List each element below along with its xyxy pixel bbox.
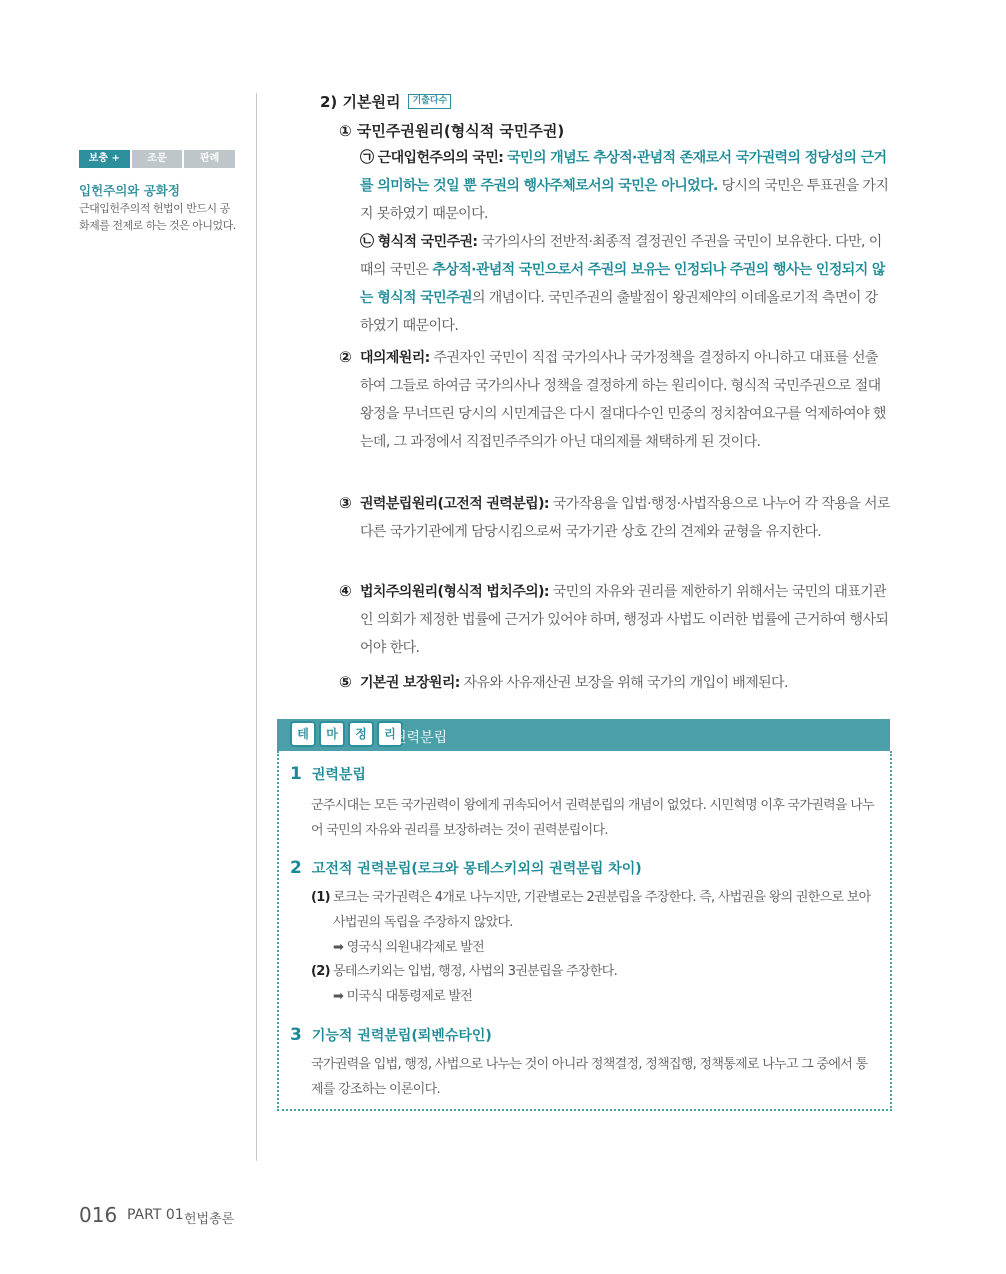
section-title-text: 2) 기본원리 <box>320 93 401 111</box>
theme-heading-1-text: 권력분립 <box>311 767 366 783</box>
theme-item-2-number <box>311 959 335 984</box>
theme-key-2: 마 <box>319 721 345 747</box>
theme-key-1: 테 <box>290 721 316 747</box>
sidebar-text: 근대입헌주의적 헌법이 반드시 공화제를 전제로 하는 것은 아니었다. <box>79 202 236 232</box>
paragraph-formal-sovereignty <box>360 228 890 340</box>
item-2-number: ② <box>339 348 352 366</box>
para-a-highlight: 국민의 개념도 추상적·관념적 존재로서 국가권력의 정당성의 근거를 의미하는 것일 뿐 주권의 행사주체로서의 국민은 아니었다. <box>360 150 887 194</box>
para-b-text1: 국가의사의 전반적·최종적 결정권인 주권을 국민이 보유한다. 다만, 이때의 국민은 <box>360 234 882 278</box>
theme-key-3: 정 <box>348 721 374 747</box>
para-b-highlight: 추상적·관념적 국민으로서 주권의 보유는 인정되나 주권의 행사는 인정되지 않는 형식적 국민주권 <box>360 262 885 306</box>
theme-item-1-number <box>311 885 335 910</box>
column-divider <box>256 93 257 1161</box>
p4-label: 법치주의원리(형식적 법치주의): <box>360 584 549 600</box>
theme-heading-2-number: 2 <box>290 858 302 878</box>
section-title <box>320 91 451 112</box>
theme-key-4: 리 <box>377 721 403 747</box>
para-a-label: ㉠ 근대입헌주의의 국민: <box>360 150 504 166</box>
p3-text: 국가작용을 입법·행정·사법작용으로 나누어 각 작용을 서로 다른 국가기관에게 담당시킴으로써 국가기관 상호 간의 견제와 균형을 유지한다. <box>360 496 890 540</box>
footer-chapter: 헌법총론 <box>184 1212 235 1227</box>
p5-label: 기본권 보장원리: <box>360 675 460 691</box>
theme-text-3: 국가권력을 입법, 행정, 사법으로 나누는 것이 아니라 정책결정, 정책집행, 정책통제로 나누고 그 중에서 통제를 강조하는 이론이다. <box>311 1057 868 1097</box>
p2-label: 대의제원리: <box>360 350 430 366</box>
p3-label: 권력분립원리(고전적 권력분립): <box>360 496 549 512</box>
item-5-number: ⑤ <box>339 673 352 691</box>
theme-heading-2-text: 고전적 권력분립(로크와 몽테스키외의 권력분립 차이) <box>311 861 642 877</box>
tab-article[interactable]: 조문 <box>132 150 183 168</box>
theme-heading-1 <box>290 764 366 784</box>
paragraph-representative <box>360 344 890 456</box>
item-2-num: (2) <box>311 964 330 979</box>
p2-text: 주권자인 국민이 직접 국가의사나 국가정책을 결정하지 아니하고 대표를 선출하여 그들로 하여금 국가의사나 정책을 결정하게 하는 원리이다. 형식적 국민주권으로 절대왕정을 무너뜨린 당시의 시민계급은 다시 절대다수인 민중의 정치참여요구를 억제하여야 했는데, 그 과정에서 직접민주주의가 아닌 대의제를 채택하게 된 것이다. <box>360 350 886 450</box>
paragraph-modern-constitutional-people <box>360 144 890 228</box>
theme-heading-3-text: 기능적 권력분립(뢰벤슈타인) <box>311 1028 492 1044</box>
sidebar-tabs <box>79 150 235 168</box>
frequent-exam-badge: 기출다수 <box>408 94 451 109</box>
para-b-label: ㉡ 형식적 국민주권: <box>360 234 478 250</box>
theme-keys <box>290 721 406 747</box>
paragraph-rule-of-law <box>360 578 890 662</box>
theme-item-1-text: 로크는 국가권력은 4개로 나누지만, 기관별로는 2권분립을 주장한다. 즉, 사법권을 왕의 권한으로 보아 사법권의 독립을 주장하지 않았다. <box>333 890 871 930</box>
p5-text: 자유와 사유재산권 보장을 위해 국가의 개입이 배제된다. <box>463 675 788 691</box>
item-1-num: (1) <box>311 890 330 905</box>
para-a-rest: 당시의 국민은 투표권을 가지지 못하였기 때문이다. <box>360 178 889 222</box>
theme-heading-2 <box>290 858 642 878</box>
theme-item-1-arrow: ➡ 영국식 의원내각제로 발전 <box>333 940 484 955</box>
item-3-number: ③ <box>339 494 352 512</box>
tab-supplement[interactable]: 보충 + <box>79 150 130 168</box>
page-number: 016 <box>79 1203 118 1227</box>
tab-precedent[interactable]: 판례 <box>184 150 235 168</box>
theme-item-2-arrow: ➡ 미국식 대통령제로 발전 <box>333 989 473 1004</box>
theme-text-1: 군주시대는 모든 국가권력이 왕에게 귀속되어서 권력분립의 개념이 없었다. 시민혁명 이후 국가권력을 나누어 국민의 자유와 권리를 보장하려는 것이 권력분립이다. <box>311 798 874 838</box>
footer-part: PART 01 <box>127 1207 184 1223</box>
theme-heading-1-number: 1 <box>290 764 302 784</box>
subsection-popular-sovereignty: ① 국민주권원리(형식적 국민주권) <box>339 122 565 140</box>
sidebar-title: 입헌주의와 공화정 <box>79 183 180 198</box>
theme-heading-3-number: 3 <box>290 1025 302 1045</box>
p4-text: 국민의 자유와 권리를 제한하기 위해서는 국민의 대표기관인 의회가 제정한 법률에 근거가 있어야 하며, 행정과 사법도 이러한 법률에 근거하여 행사되어야 한다. <box>360 584 889 656</box>
para-b-text2: 의 개념이다. 국민주권의 출발점이 왕권제약의 이데올로기적 측면이 강하였기 때문이다. <box>360 290 878 334</box>
theme-item-2-text: 몽테스키외는 입법, 행정, 사법의 3권분립을 주장한다. <box>333 964 618 979</box>
paragraph-separation-of-powers <box>360 490 890 546</box>
theme-box-title: 권력분립 <box>393 730 448 746</box>
theme-heading-3 <box>290 1025 492 1045</box>
paragraph-basic-rights <box>360 669 890 697</box>
item-4-number: ④ <box>339 582 352 600</box>
